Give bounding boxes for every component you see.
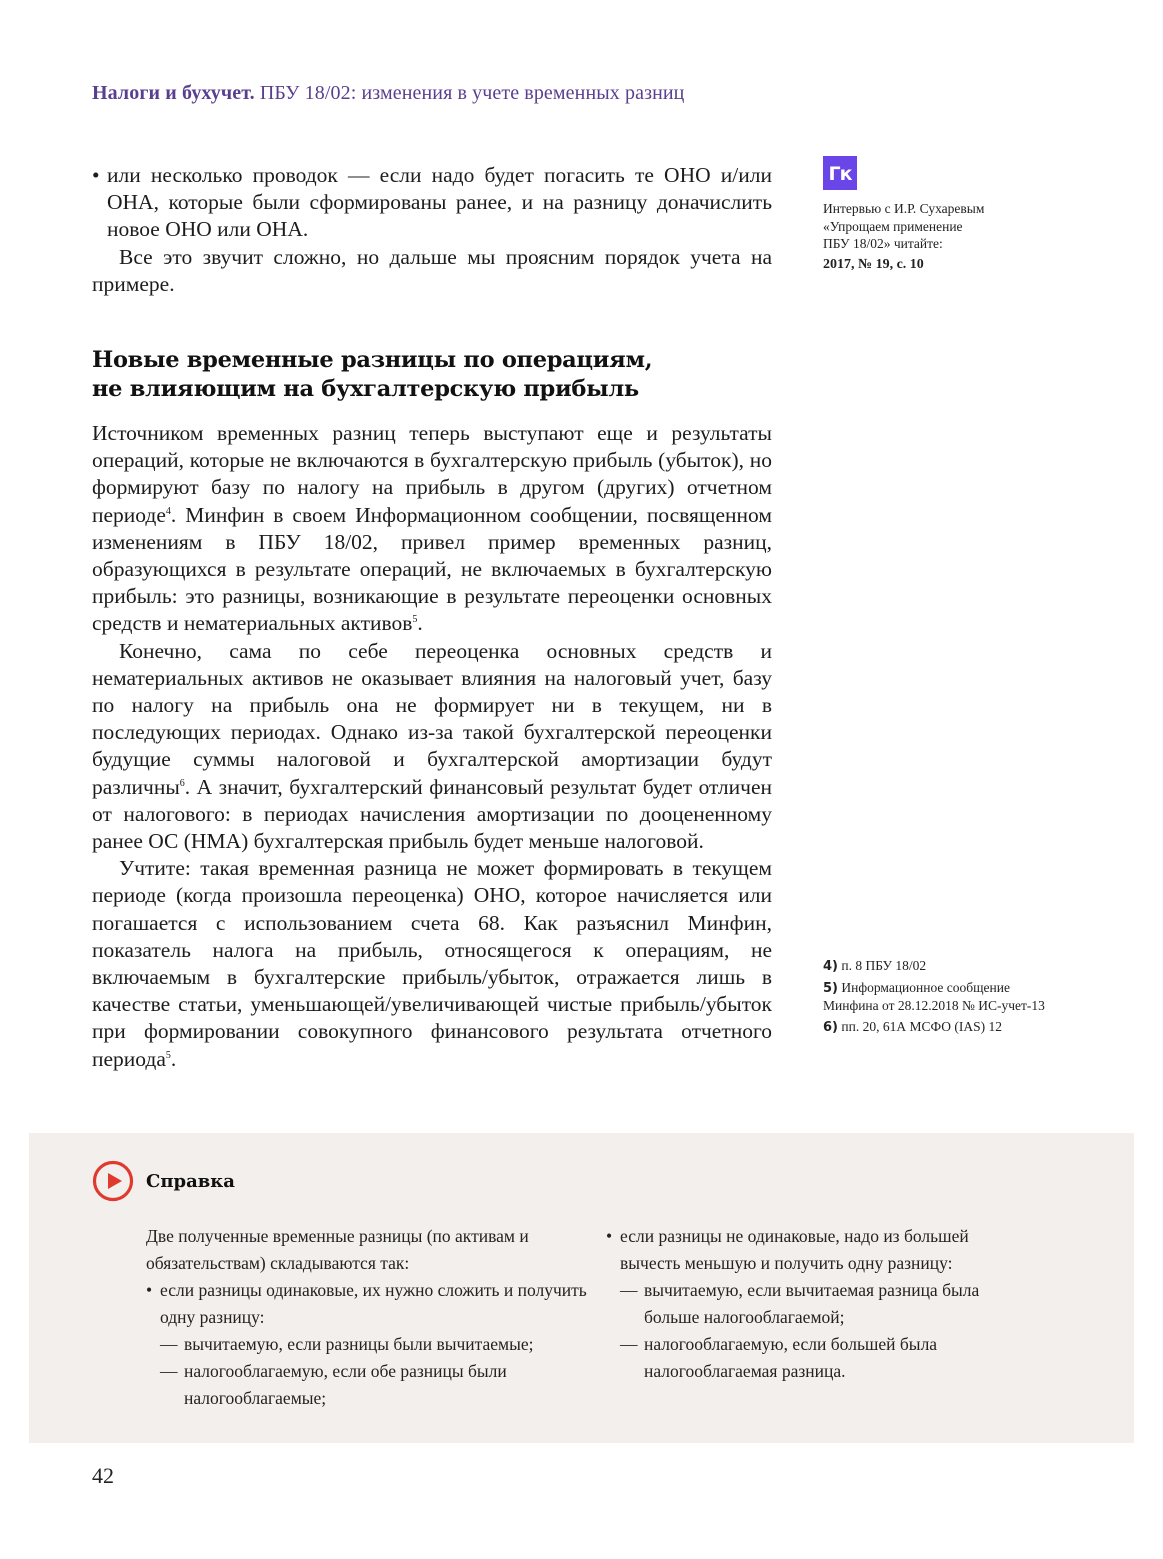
footnote-ref[interactable]: 6 bbox=[179, 777, 185, 789]
paragraph-1 bbox=[92, 420, 772, 638]
running-head bbox=[92, 82, 684, 105]
section-title-line2: не влияющим на бухгалтерскую прибыль bbox=[92, 376, 639, 403]
intro-paragraph: Все это звучит сложно, но дальше мы проясним порядок учета на примере. bbox=[92, 244, 772, 296]
footnotes bbox=[823, 957, 1063, 1040]
sidebar-reference bbox=[823, 156, 1063, 273]
footnote-number: 6) bbox=[823, 1020, 838, 1035]
reference-note-line2: «Упрощаем применение bbox=[823, 218, 963, 234]
play-icon bbox=[92, 1160, 134, 1202]
info-box-header bbox=[92, 1160, 235, 1202]
footnote-ref[interactable]: 5 bbox=[165, 1049, 171, 1061]
info-box bbox=[29, 1133, 1134, 1443]
info-bullet: • если разницы не одинаковые, надо из большей вычесть меньшую и получить одну разницу: bbox=[606, 1223, 1006, 1277]
paragraph-1-text-a: Источником временных разниц теперь выступают еще и результаты операций, которые не включаются в бухгалтерскую прибыль (убыток), но формируют базу по налогу на прибыль в другом (других) отчетном периоде bbox=[92, 421, 772, 527]
footnote-text: пп. 20, 61А МСФО (IAS) 12 bbox=[841, 1019, 1003, 1034]
footnote-4 bbox=[823, 957, 1063, 975]
page-number: 42 bbox=[92, 1463, 114, 1488]
paragraph-2 bbox=[92, 638, 772, 856]
footnote-text: п. 8 ПБУ 18/02 bbox=[841, 958, 927, 973]
info-box-right-column bbox=[606, 1223, 1006, 1385]
paragraph-2-text-a: Конечно, сама по себе переоценка основных средств и нематериальных активов не оказывает влияния на налоговый учет, базу по налогу на прибыль она не формирует ни в текущем, ни в последующих периодах. Однако из-за такой бухгалтерской переоценки будущие суммы налоговой и бухгалтерской амортизации будут различны bbox=[92, 638, 772, 799]
footnote-ref[interactable]: 4 bbox=[165, 505, 171, 517]
main-column bbox=[92, 162, 772, 1073]
footnote-number: 5) bbox=[823, 981, 838, 996]
reference-note bbox=[823, 200, 1063, 273]
running-head-section: Налоги и бухучет. bbox=[92, 82, 255, 104]
footnote-6 bbox=[823, 1018, 1063, 1036]
reference-citation[interactable]: 2017, № 19, с. 10 bbox=[823, 256, 924, 272]
scalloped-edge bbox=[29, 1129, 1134, 1137]
info-dash-item: — налогооблагаемую, если большей была налогооблагаемая разница. bbox=[606, 1331, 1006, 1385]
paragraph-2-text-b: . А значит, бухгалтерский финансовый результат будет отличен от налогового: в периодах начисления амортизации по дооцененному ранее ОС (НМА) бухгалтерская прибыль будет меньше налоговой. bbox=[92, 774, 772, 854]
info-bullet: • если разницы одинаковые, их нужно сложить и получить одну разницу: bbox=[146, 1277, 596, 1331]
info-box-title: Справка bbox=[146, 1170, 235, 1192]
footnote-ref[interactable]: 5 bbox=[412, 614, 418, 626]
info-box-left-column bbox=[146, 1223, 596, 1412]
reference-note-line3: ПБУ 18/02» читайте: bbox=[823, 236, 943, 251]
info-dash-item: — вычитаемую, если вычитаемая разница была больше налогооблагаемой; bbox=[606, 1277, 1006, 1331]
paragraph-3-text-a: Учтите: такая временная разница не может формировать в текущем периоде (когда произошла переоценка) ОНО, которое начисляется или погашается с использованием счета 68. Как разъяснил Минфин, показатель налога на прибыль, относящегося к операциям, не включаемым в бухгалтерские прибыль/убыток, отражается лишь в качестве статьи, уменьшающей/увеличивающей чистые прибыль/убыток при формировании совокупного финансового результата отчетного периода bbox=[92, 856, 772, 1071]
section-title bbox=[92, 346, 772, 404]
intro-bullet: • или несколько проводок — если надо будет погасить те ОНО и/или ОНА, которые были сформированы ранее, и на разницу доначислить новое ОНО или ОНА. bbox=[92, 162, 772, 244]
paragraph-1-text-b: . Минфин в своем Информационном сообщении, посвященном изменениям в ПБУ 18/02, привел пример временных разниц, образующихся в результате операций, не включаемых в бухгалтерскую прибыль: это разницы, возникающие в результате переоценки основных средств и нематериальных активов bbox=[92, 502, 772, 636]
info-dash-item: — налогооблагаемую, если обе разницы были налогооблагаемые; bbox=[146, 1358, 596, 1412]
section-title-line1: Новые временные разницы по операциям, bbox=[92, 347, 653, 374]
gk-logo-icon: Гк bbox=[823, 156, 857, 190]
info-intro: Две полученные временные разницы (по активам и обязательствам) складываются так: bbox=[146, 1226, 529, 1273]
running-head-title: ПБУ 18/02: изменения в учете временных разниц bbox=[259, 82, 685, 104]
footnote-text: Информационное сообщение Минфина от 28.12.2018 № ИС-учет-13 bbox=[823, 980, 1045, 1013]
paragraph-3 bbox=[92, 855, 772, 1073]
info-dash-item: — вычитаемую, если разницы были вычитаемые; bbox=[146, 1331, 596, 1358]
reference-note-line1: Интервью с И.Р. Сухаревым bbox=[823, 201, 985, 216]
paragraph-1-text-c: . bbox=[417, 611, 423, 636]
footnote-number: 4) bbox=[823, 959, 838, 974]
footnote-5 bbox=[823, 979, 1063, 1014]
paragraph-3-text-b: . bbox=[170, 1046, 177, 1071]
